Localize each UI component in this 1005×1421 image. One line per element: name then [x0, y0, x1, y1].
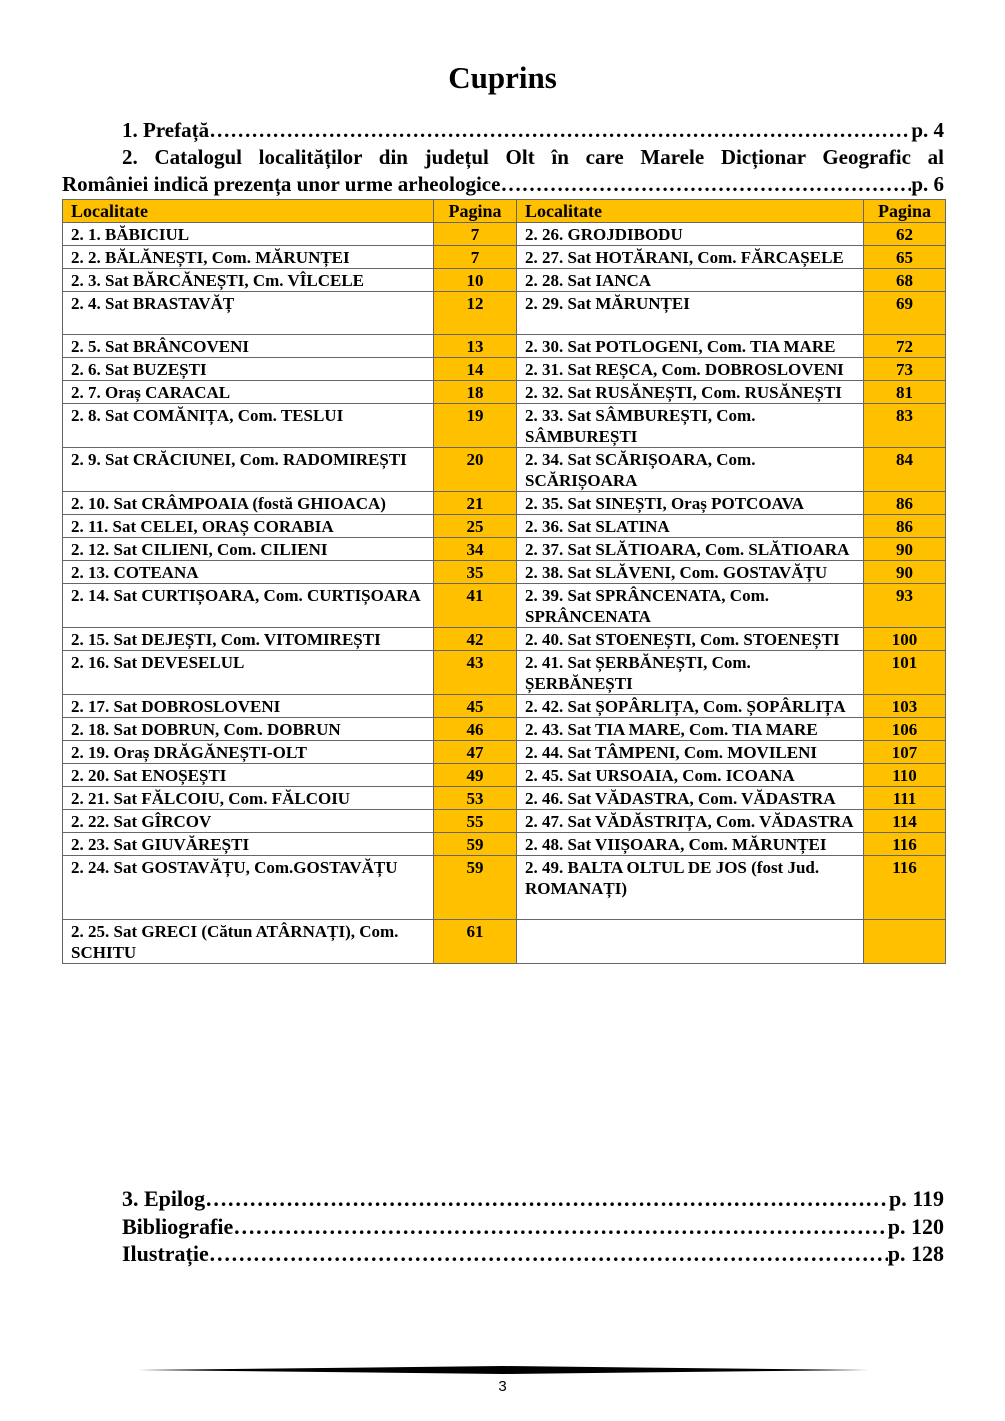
page-cell: 41	[434, 584, 517, 628]
page-cell: 55	[434, 810, 517, 833]
table-row	[63, 787, 946, 810]
locality-cell: 2. 21. Sat FĂLCOIU, Com. FĂLCOIU	[63, 787, 434, 810]
locality-cell: 2. 30. Sat POTLOGENI, Com. TIA MARE	[517, 335, 864, 358]
locality-cell: 2. 45. Sat URSOAIA, Com. ICOANA	[517, 764, 864, 787]
toc-entry-epilog	[62, 1185, 944, 1213]
locality-cell: 2. 37. Sat SLĂTIOARA, Com. SLĂTIOARA	[517, 538, 864, 561]
page-cell: 12	[434, 292, 517, 335]
page-cell	[864, 920, 946, 964]
toc-entry-catalog-line1: 2. Catalogul localităților din județul Olt în care Marele Dicționar Geografic al	[122, 145, 944, 169]
page-cell: 10	[434, 269, 517, 292]
toc-entry-page: p. 128	[887, 1241, 944, 1266]
page-cell: 7	[434, 246, 517, 269]
locality-cell: 2. 36. Sat SLATINA	[517, 515, 864, 538]
table-row	[63, 920, 946, 964]
table-row	[63, 628, 946, 651]
table-row	[63, 764, 946, 787]
table-row	[63, 404, 946, 448]
page-cell: 90	[864, 538, 946, 561]
locality-cell: 2. 22. Sat GÎRCOV	[63, 810, 434, 833]
table-header-row	[63, 200, 946, 223]
table-row	[63, 718, 946, 741]
toc-entry-label: Ilustrație	[122, 1241, 209, 1266]
locality-cell: 2. 24. Sat GOSTAVĂȚU, Com.GOSTAVĂȚU	[63, 856, 434, 920]
locality-cell: 2. 43. Sat TIA MARE, Com. TIA MARE	[517, 718, 864, 741]
header-localitate: Localitate	[517, 200, 864, 223]
page-cell: 106	[864, 718, 946, 741]
table-row	[63, 492, 946, 515]
table-row	[63, 561, 946, 584]
page-cell: 43	[434, 651, 517, 695]
page-cell: 107	[864, 741, 946, 764]
page-cell: 86	[864, 492, 946, 515]
toc-top	[62, 117, 944, 198]
locality-cell: 2. 7. Oraș CARACAL	[63, 381, 434, 404]
locality-cell	[517, 920, 864, 964]
locality-cell: 2. 46. Sat VĂDASTRA, Com. VĂDASTRA	[517, 787, 864, 810]
toc-entry-ilustratie	[62, 1240, 944, 1268]
locality-cell: 2. 32. Sat RUSĂNEȘTI, Com. RUSĂNEȘTI	[517, 381, 864, 404]
locality-cell: 2. 16. Sat DEVESELUL	[63, 651, 434, 695]
locality-cell: 2. 6. Sat BUZEȘTI	[63, 358, 434, 381]
table-row	[63, 833, 946, 856]
table-row	[63, 335, 946, 358]
page-cell: 110	[864, 764, 946, 787]
locality-cell: 2. 25. Sat GRECI (Cătun ATÂRNAȚI), Com. SCHITU	[63, 920, 434, 964]
locality-cell: 2. 8. Sat COMĂNIȚA, Com. TESLUI	[63, 404, 434, 448]
locality-cell: 2. 17. Sat DOBROSLOVENI	[63, 695, 434, 718]
page-cell: 46	[434, 718, 517, 741]
locality-cell: 2. 9. Sat CRĂCIUNEI, Com. RADOMIREȘTI	[63, 448, 434, 492]
toc-leader-dots	[209, 1240, 888, 1268]
locality-cell: 2. 10. Sat CRÂMPOAIA (fostă GHIOACA)	[63, 492, 434, 515]
page-cell: 47	[434, 741, 517, 764]
locality-cell: 2. 3. Sat BĂRCĂNEȘTI, Cm. VÎLCELE	[63, 269, 434, 292]
locality-cell: 2. 2. BĂLĂNEȘTI, Com. MĂRUNȚEI	[63, 246, 434, 269]
locality-cell: 2. 5. Sat BRÂNCOVENI	[63, 335, 434, 358]
page-cell: 62	[864, 223, 946, 246]
page-cell: 93	[864, 584, 946, 628]
toc-leader-dots	[209, 117, 911, 144]
toc-entry-page: p. 4	[911, 118, 944, 142]
toc-entry-label: Bibliografie	[122, 1213, 234, 1239]
header-localitate: Localitate	[63, 200, 434, 223]
table-row	[63, 741, 946, 764]
page-cell: 53	[434, 787, 517, 810]
locality-cell: 2. 29. Sat MĂRUNȚEI	[517, 292, 864, 335]
page-cell: 101	[864, 651, 946, 695]
page-cell: 73	[864, 358, 946, 381]
table-row	[63, 448, 946, 492]
toc-leader-dots	[500, 171, 911, 198]
locality-cell: 2. 11. Sat CELEI, ORAȘ CORABIA	[63, 515, 434, 538]
page-cell: 72	[864, 335, 946, 358]
locality-cell: 2. 34. Sat SCĂRIȘOARA, Com. SCĂRIȘOARA	[517, 448, 864, 492]
locality-cell: 2. 26. GROJDIBODU	[517, 223, 864, 246]
footer-divider	[138, 1366, 868, 1374]
page-cell: 19	[434, 404, 517, 448]
page-cell: 103	[864, 695, 946, 718]
page-cell: 81	[864, 381, 946, 404]
page-cell: 14	[434, 358, 517, 381]
page-cell: 20	[434, 448, 517, 492]
toc-entry-label: României indică prezența unor urme arheologice	[62, 172, 501, 196]
page-cell: 59	[434, 833, 517, 856]
page-cell: 116	[864, 856, 946, 920]
table-row	[63, 292, 946, 335]
locality-cell: 2. 15. Sat DEJEȘTI, Com. VITOMIREȘTI	[63, 628, 434, 651]
locality-cell: 2. 48. Sat VIIȘOARA, Com. MĂRUNȚEI	[517, 833, 864, 856]
table-row	[63, 584, 946, 628]
table-body	[63, 223, 946, 964]
locality-cell: 2. 44. Sat TÂMPENI, Com. MOVILENI	[517, 741, 864, 764]
toc-entry-page: p. 6	[911, 172, 944, 196]
page-cell: 114	[864, 810, 946, 833]
toc-bottom	[62, 1185, 944, 1268]
toc-leader-dots	[205, 1185, 889, 1213]
page-cell: 42	[434, 628, 517, 651]
locality-cell: 2. 41. Sat ȘERBĂNEȘTI, Com. ȘERBĂNEȘTI	[517, 651, 864, 695]
page-cell: 100	[864, 628, 946, 651]
locality-cell: 2. 35. Sat SINEȘTI, Oraș POTCOAVA	[517, 492, 864, 515]
locality-cell: 2. 31. Sat REȘCA, Com. DOBROSLOVENI	[517, 358, 864, 381]
page-cell: 18	[434, 381, 517, 404]
page-cell: 25	[434, 515, 517, 538]
locality-cell: 2. 14. Sat CURTIȘOARA, Com. CURTIȘOARA	[63, 584, 434, 628]
locality-cell: 2. 27. Sat HOTĂRANI, Com. FĂRCAȘELE	[517, 246, 864, 269]
table-row	[63, 538, 946, 561]
table-row	[63, 651, 946, 695]
localities-table	[62, 199, 946, 964]
locality-cell: 2. 40. Sat STOENEȘTI, Com. STOENEȘTI	[517, 628, 864, 651]
locality-cell: 2. 42. Sat ȘOPÂRLIȚA, Com. ȘOPÂRLIȚA	[517, 695, 864, 718]
toc-entry-prefata	[62, 117, 944, 144]
page-cell: 45	[434, 695, 517, 718]
locality-cell: 2. 4. Sat BRASTAVĂȚ	[63, 292, 434, 335]
page-cell: 13	[434, 335, 517, 358]
table-row	[63, 358, 946, 381]
table-row	[63, 856, 946, 920]
toc-entry-page: p. 120	[887, 1213, 944, 1239]
page-cell: 65	[864, 246, 946, 269]
toc-entry-label: 3. Epilog	[122, 1186, 206, 1211]
page-cell: 49	[434, 764, 517, 787]
locality-cell: 2. 20. Sat ENOȘEȘTI	[63, 764, 434, 787]
locality-cell: 2. 23. Sat GIUVĂREȘTI	[63, 833, 434, 856]
page-cell: 116	[864, 833, 946, 856]
page-cell: 86	[864, 515, 946, 538]
table-row	[63, 810, 946, 833]
locality-cell: 2. 47. Sat VĂDĂSTRIȚA, Com. VĂDASTRA	[517, 810, 864, 833]
page-cell: 68	[864, 269, 946, 292]
page-cell: 111	[864, 787, 946, 810]
locality-cell: 2. 28. Sat IANCA	[517, 269, 864, 292]
locality-cell: 2. 13. COTEANA	[63, 561, 434, 584]
toc-entry-page: p. 119	[888, 1186, 944, 1211]
toc-entry-bibliografie	[62, 1213, 944, 1241]
toc-entry-catalog	[62, 171, 944, 198]
toc-leader-dots	[233, 1213, 888, 1241]
locality-cell: 2. 18. Sat DOBRUN, Com. DOBRUN	[63, 718, 434, 741]
page-cell: 21	[434, 492, 517, 515]
locality-cell: 2. 38. Sat SLĂVENI, Com. GOSTAVĂȚU	[517, 561, 864, 584]
page-number: 3	[498, 1378, 507, 1395]
locality-cell: 2. 12. Sat CILIENI, Com. CILIENI	[63, 538, 434, 561]
locality-cell: 2. 19. Oraș DRĂGĂNEȘTI-OLT	[63, 741, 434, 764]
page-cell: 90	[864, 561, 946, 584]
locality-cell: 2. 39. Sat SPRÂNCENATA, Com. SPRÂNCENATA	[517, 584, 864, 628]
page-cell: 61	[434, 920, 517, 964]
table-row	[63, 695, 946, 718]
page-cell: 83	[864, 404, 946, 448]
page-title: Cuprins	[448, 60, 557, 95]
locality-cell: 2. 1. BĂBICIUL	[63, 223, 434, 246]
locality-cell: 2. 33. Sat SÂMBUREȘTI, Com. SÂMBUREȘTI	[517, 404, 864, 448]
header-pagina: Pagina	[434, 200, 517, 223]
page-cell: 84	[864, 448, 946, 492]
toc-entry-label: 1. Prefață	[122, 118, 210, 142]
locality-cell: 2. 49. BALTA OLTUL DE JOS (fost Jud. ROMANAȚI)	[517, 856, 864, 920]
page-cell: 7	[434, 223, 517, 246]
page-cell: 59	[434, 856, 517, 920]
table-row	[63, 515, 946, 538]
table-row	[63, 269, 946, 292]
page-cell: 69	[864, 292, 946, 335]
page-cell: 34	[434, 538, 517, 561]
table-row	[63, 223, 946, 246]
table-row	[63, 381, 946, 404]
table-row	[63, 246, 946, 269]
page-cell: 35	[434, 561, 517, 584]
header-pagina: Pagina	[864, 200, 946, 223]
